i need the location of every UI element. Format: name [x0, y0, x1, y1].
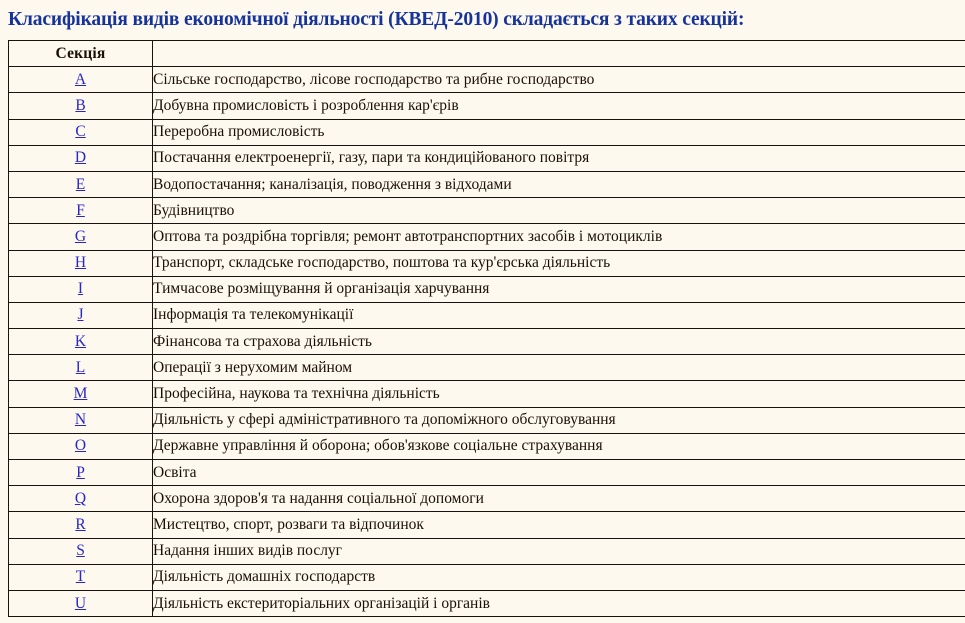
section-description: Охорона здоров'я та надання соціальної допомоги [153, 486, 965, 512]
section-description: Будівництво [153, 198, 965, 224]
section-cell [9, 486, 153, 512]
table-row [9, 355, 965, 381]
section-link-k[interactable]: K [74, 332, 87, 350]
section-cell [9, 355, 153, 381]
table-row [9, 486, 965, 512]
table-header-row [9, 41, 965, 67]
section-link-l[interactable]: L [75, 358, 86, 376]
section-link-a[interactable]: A [74, 70, 87, 88]
section-cell [9, 250, 153, 276]
table-row [9, 145, 965, 171]
section-link-j[interactable]: J [77, 306, 84, 324]
section-cell [9, 407, 153, 433]
section-description: Освіта [153, 460, 965, 486]
section-cell [9, 119, 153, 145]
section-cell [9, 538, 153, 564]
table-row [9, 302, 965, 328]
section-description: Діяльність домашніх господарств [153, 564, 965, 590]
section-link-f[interactable]: F [76, 201, 85, 219]
table-row [9, 67, 965, 93]
section-link-s[interactable]: S [76, 542, 85, 560]
table-row [9, 198, 965, 224]
section-cell [9, 329, 153, 355]
section-cell [9, 512, 153, 538]
table-body [9, 67, 965, 617]
table-row [9, 329, 965, 355]
table-row [9, 460, 965, 486]
section-description: Інформація та телекомунікації [153, 302, 965, 328]
section-cell [9, 171, 153, 197]
table-row [9, 119, 965, 145]
section-description: Сільське господарство, лісове господарство та рибне господарство [153, 67, 965, 93]
section-link-e[interactable]: E [75, 175, 86, 193]
table-row [9, 224, 965, 250]
section-description: Переробна промисловість [153, 119, 965, 145]
section-cell [9, 381, 153, 407]
section-cell [9, 67, 153, 93]
page-title: Класифікація видів економічної діяльності (КВЕД-2010) складається з таких секцій: [8, 9, 745, 30]
section-link-t[interactable]: T [75, 568, 86, 586]
table-row [9, 433, 965, 459]
section-link-d[interactable]: D [74, 149, 87, 167]
table-container [0, 31, 965, 617]
table-row [9, 276, 965, 302]
section-cell [9, 433, 153, 459]
section-description: Оптова та роздрібна торгівля; ремонт автотранспортних засобів і мотоциклів [153, 224, 965, 250]
section-description: Водопостачання; каналізація, поводження з відходами [153, 171, 965, 197]
section-cell [9, 198, 153, 224]
section-cell [9, 460, 153, 486]
table-row [9, 93, 965, 119]
section-cell [9, 590, 153, 616]
section-description: Операції з нерухомим майном [153, 355, 965, 381]
table-row [9, 538, 965, 564]
section-description: Державне управління й оборона; обов'язкове соціальне страхування [153, 433, 965, 459]
table-row [9, 512, 965, 538]
section-description: Діяльність екстериторіальних організацій і органів [153, 590, 965, 616]
section-link-m[interactable]: M [73, 385, 88, 403]
section-description: Надання інших видів послуг [153, 538, 965, 564]
section-link-o[interactable]: O [74, 437, 87, 455]
section-cell [9, 302, 153, 328]
table-row [9, 171, 965, 197]
section-description: Добувна промисловість і розроблення кар'єрів [153, 93, 965, 119]
section-cell [9, 145, 153, 171]
table-row [9, 381, 965, 407]
section-link-q[interactable]: Q [74, 489, 87, 507]
section-description: Професійна, наукова та технічна діяльність [153, 381, 965, 407]
section-link-b[interactable]: B [75, 96, 86, 114]
section-link-c[interactable]: C [75, 123, 86, 141]
table-row [9, 564, 965, 590]
section-link-g[interactable]: G [74, 227, 87, 245]
section-description: Діяльність у сфері адміністративного та допоміжного обслуговування [153, 407, 965, 433]
section-cell [9, 224, 153, 250]
column-header-section: Секція [9, 41, 153, 67]
section-link-h[interactable]: H [74, 254, 87, 272]
table-header [9, 41, 965, 67]
section-cell [9, 276, 153, 302]
kved-sections-table [8, 40, 965, 617]
section-description: Тимчасове розміщування й організація харчування [153, 276, 965, 302]
section-link-p[interactable]: P [76, 463, 85, 481]
section-description: Фінансова та страхова діяльність [153, 329, 965, 355]
table-row [9, 250, 965, 276]
section-description: Транспорт, складське господарство, поштова та кур'єрська діяльність [153, 250, 965, 276]
table-row [9, 407, 965, 433]
section-cell [9, 93, 153, 119]
section-link-r[interactable]: R [75, 515, 86, 533]
section-link-n[interactable]: N [74, 411, 87, 429]
table-row [9, 590, 965, 616]
section-cell [9, 564, 153, 590]
section-description: Мистецтво, спорт, розваги та відпочинок [153, 512, 965, 538]
section-description: Постачання електроенергії, газу, пари та кондиційованого повітря [153, 145, 965, 171]
section-link-i[interactable]: I [77, 280, 84, 298]
section-link-u[interactable]: U [74, 594, 87, 612]
column-header-description [153, 41, 965, 67]
